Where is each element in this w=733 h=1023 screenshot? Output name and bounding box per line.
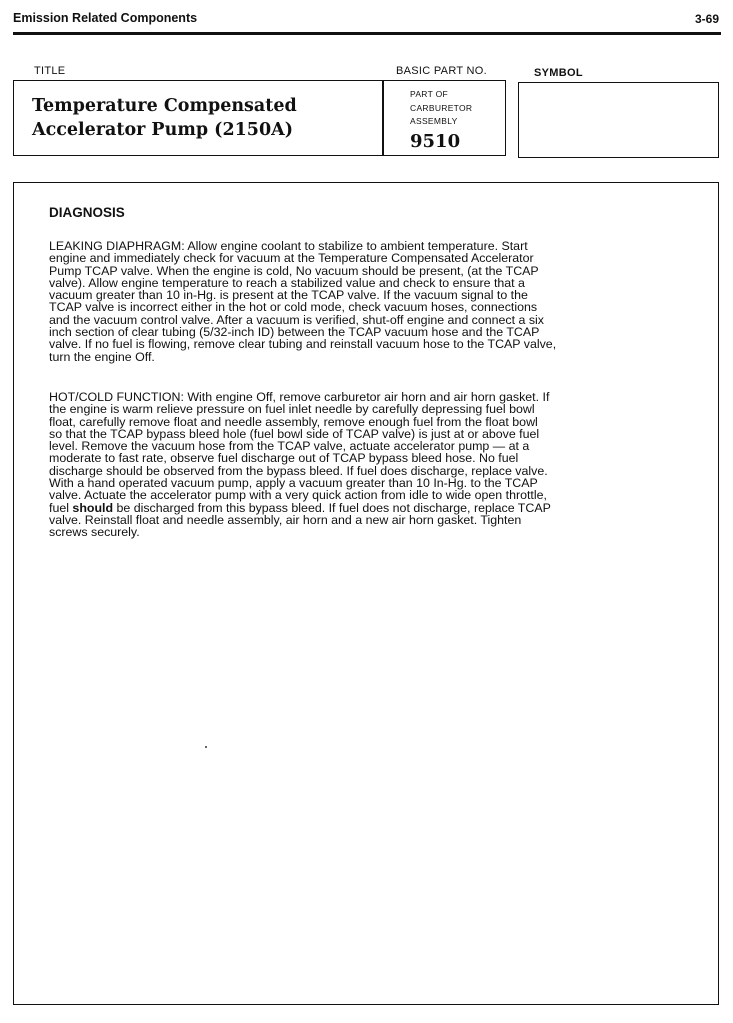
part-line2: CARBURETOR <box>410 102 473 113</box>
hot-cold-function-paragraph <box>49 391 677 539</box>
title-box-divider <box>382 80 384 156</box>
part-description <box>410 88 472 129</box>
page-number: 3-69 <box>694 12 719 26</box>
section-title: Emission Related Components <box>13 11 198 25</box>
part-number: 9510 <box>410 131 461 152</box>
basic-part-label: BASIC PART NO. <box>396 65 488 77</box>
component-title-line2: Accelerator Pump (2150A) <box>32 120 294 140</box>
part-line1: PART OF <box>410 89 448 99</box>
component-title <box>32 94 297 142</box>
component-title-line1: Temperature Compensated <box>32 96 297 116</box>
header-rule <box>13 32 721 35</box>
para2-text-after: be discharged from this bypass bleed. If fuel does not discharge, replace TCAP valve. Reinstall float and needle assembly, air horn and a new air horn gasket. Tighten screws securely. <box>49 500 551 540</box>
para2-text-before: HOT/COLD FUNCTION: With engine Off, remove carburetor air horn and air horn gasket. If the engine is warm relieve pressure on fuel inlet needle by carefully depressing fuel bowl float, carefully remove float and needle assembly, remove enough fuel from the float bowl so that the TCAP bypass bleed hole (fuel bowl side of TCAP valve) is just at or above fuel level. Remove the vacuum hose from the TCAP valve, actuate accelerator pump — at a moderate to fast rate, observe fuel discharge out of TCAP bypass bleed hose. No fuel discharge should be observed from the bypass bleed. If fuel does discharge, replace valve. With a hand operated vacuum pump, apply a vacuum greater than 10 In-Hg. to the TCAP valve. Actuate the accelerator pump with a very quick action from idle to wide open throttle, fuel <box>49 390 550 515</box>
diagnosis-heading: DIAGNOSIS <box>49 205 125 220</box>
para2-bold-word: should <box>72 500 114 515</box>
symbol-label: SYMBOL <box>534 67 583 79</box>
scan-speck <box>205 746 207 748</box>
title-label: TITLE <box>34 65 66 77</box>
leaking-diaphragm-paragraph: LEAKING DIAPHRAGM: Allow engine coolant to stabilize to ambient temperature. Start engine and immediately check for vacuum at the Temperature Compensated Accelerator Pump TCAP valve. When the engine is cold, No vacuum should be present, (at the TCAP valve). Allow engine temperature to reach a stabilized value and check to ensure that a vacuum greater than 10 in-Hg. is present at the TCAP valve. If the vacuum signal to the TCAP valve is incorrect either in the hot or cold mode, check vacuum hoses, connections and the vacuum control valve. After a vacuum is verified, shut-off engine and connect a six inch section of clear tubing (5/32-inch ID) between the TCAP vacuum hose and the TCAP valve. If no fuel is flowing, remove clear tubing and reinstall vacuum hose to the TCAP valve, turn the engine Off. <box>49 239 557 364</box>
symbol-box <box>518 82 719 158</box>
part-line3: ASSEMBLY <box>410 116 458 126</box>
